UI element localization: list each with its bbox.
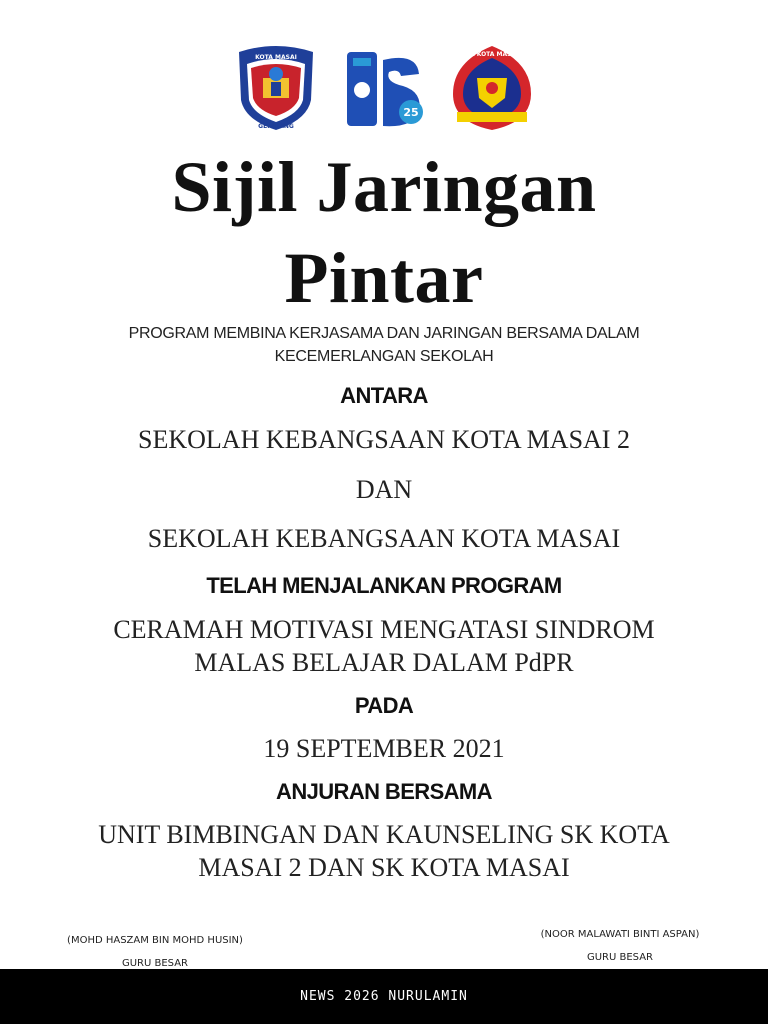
antara-heading: ANTARA — [340, 383, 428, 408]
pada-heading: PADA — [354, 693, 414, 718]
program-line2: KECEMERLANGAN SEKOLAH — [274, 348, 494, 365]
logo-row — [0, 40, 768, 134]
school-1: SEKOLAH KEBANGSAAN KOTA MASAI 2 — [138, 425, 630, 454]
program-description — [0, 322, 768, 368]
event-line2: MALAS BELAJAR DALAM PdPR — [194, 648, 574, 677]
sk-kota-masai-crest-icon — [447, 42, 537, 132]
telah-heading: TELAH MENJALANKAN PROGRAM — [206, 573, 562, 598]
school-shield-crest-icon — [231, 42, 321, 132]
signatory-left-name: (MOHD HASZAM BIN MOHD HUSIN) — [67, 935, 243, 946]
certificate-title-line2: Pintar — [284, 238, 484, 318]
footer-text: NEWS 2026 NURULAMIN — [300, 989, 468, 1004]
right-logo-top-text: SK KOTA MASAI — [465, 51, 519, 58]
signatory-right-role: GURU BESAR — [586, 952, 653, 963]
organizer-line1: UNIT BIMBINGAN DAN KAUNSELING SK KOTA — [98, 820, 670, 849]
left-logo-bottom-text: GEMILANG — [258, 123, 294, 130]
ts25-logo-icon — [339, 42, 429, 132]
anjuran-heading: ANJURAN BERSAMA — [276, 779, 492, 804]
dan-text: DAN — [355, 475, 413, 504]
footer-bar — [0, 969, 768, 1024]
signatory-right — [520, 929, 720, 963]
school-2: SEKOLAH KEBANGSAAN KOTA MASAI — [147, 524, 621, 553]
signatory-left — [55, 935, 255, 969]
ts25-number: 25 — [403, 106, 419, 119]
left-logo-top-text: KOTA MASAI — [255, 54, 297, 61]
event-line1: CERAMAH MOTIVASI MENGATASI SINDROM — [113, 615, 655, 644]
organizer-line2: MASAI 2 DAN SK KOTA MASAI — [198, 853, 570, 882]
signatory-right-name: (NOOR MALAWATI BINTI ASPAN) — [540, 929, 700, 940]
event-date: 19 SEPTEMBER 2021 — [263, 734, 505, 763]
program-line1: PROGRAM MEMBINA KERJASAMA DAN JARINGAN BERSAMA DALAM — [128, 325, 640, 342]
certificate-title-line1: Sijil Jaringan — [171, 147, 597, 227]
signatory-left-role: GURU BESAR — [121, 958, 188, 969]
